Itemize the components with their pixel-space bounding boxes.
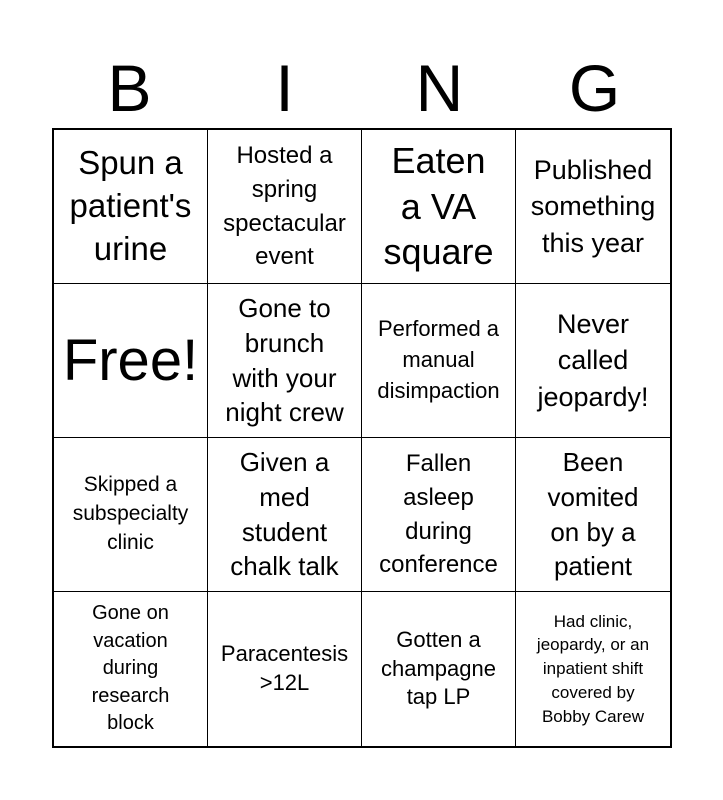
bingo-cell-text: Given a med student chalk talk — [230, 447, 339, 582]
bingo-cell-text: Had clinic, jeopardy, or an inpatient shift covered by Bobby Carew — [536, 611, 650, 726]
bingo-cell-text: Published something this year — [530, 155, 656, 258]
bingo-cell-text: Hosted a spring spectacular event — [223, 142, 346, 271]
bingo-cell[interactable] — [208, 592, 362, 746]
bingo-cell[interactable] — [54, 130, 208, 284]
bingo-board — [52, 128, 672, 748]
bingo-cell-text: Fallen asleep during conference — [379, 450, 498, 579]
bingo-cell-text: Performed a manual disimpaction — [377, 316, 500, 403]
bingo-header — [52, 50, 672, 126]
bingo-cell[interactable] — [516, 592, 670, 746]
header-letter-b: B — [107, 51, 152, 125]
bingo-cell-text: Eaten a VA square — [383, 139, 494, 273]
bingo-cell[interactable] — [362, 130, 516, 284]
bingo-cell-free[interactable] — [54, 284, 208, 438]
bingo-cell-text: Skipped a subspecialty clinic — [72, 473, 189, 554]
bingo-cell[interactable] — [54, 438, 208, 592]
bingo-cell-text: Spun a patient's urine — [69, 144, 192, 267]
bingo-cell[interactable] — [516, 130, 670, 284]
bingo-cell-text: Gone on vacation during research block — [91, 602, 170, 735]
bingo-cell[interactable] — [362, 284, 516, 438]
bingo-cell[interactable] — [208, 130, 362, 284]
bingo-cell[interactable] — [516, 284, 670, 438]
bingo-cell-text: Been vomited on by a patient — [547, 447, 639, 582]
bingo-cell[interactable] — [208, 284, 362, 438]
bingo-cell[interactable] — [362, 438, 516, 592]
bingo-cell-text: Paracentesis >12L — [220, 641, 349, 695]
bingo-cell[interactable] — [208, 438, 362, 592]
header-letter-i: I — [275, 51, 294, 125]
bingo-cell-text: Never called jeopardy! — [537, 309, 649, 412]
bingo-cell-text: Gone to brunch with your night crew — [225, 293, 344, 428]
bingo-cell[interactable] — [54, 592, 208, 746]
bingo-cell-text: Gotten a champagne tap LP — [381, 627, 496, 710]
header-letter-n: N — [415, 51, 464, 125]
free-space-label: Free! — [62, 327, 199, 393]
header-letter-g: G — [568, 51, 621, 125]
bingo-cell[interactable] — [362, 592, 516, 746]
bingo-cell[interactable] — [516, 438, 670, 592]
